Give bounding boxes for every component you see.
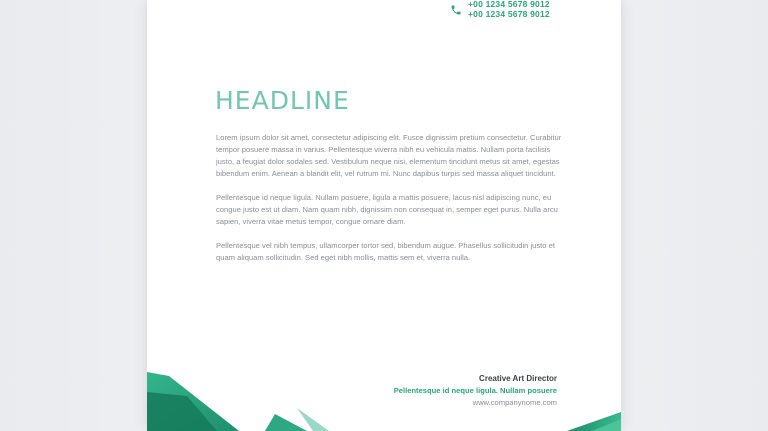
- signature-subtitle: Pellentesque id neque ligula. Nullam posuere: [393, 386, 557, 395]
- paragraph-2: Pellentesque id neque ligula. Nullam posuere, ligula a mattis posuere, lacus nisl adipiscing nunc, eu congue justo est ut diam. Nam quam nibh, dignissim non consequat in, semper eget purus. Nulla arcu sapien, viverra vitae metus tempor, congue ornare diam.: [216, 193, 558, 226]
- headline: HEADLINE: [215, 86, 350, 115]
- paragraph-1: Lorem ipsum dolor sit amet, consectetur adipiscing elit. Fusce dignissim pretium consectetur. Curabitur tempor posuere massa in varius. Pellentesque viverra nibh eu vehicula mattis. Nullam porta facilisis justo, a feugiat dolor sodales sed. Vestibulum neque nisi, elementum tincidunt metus sit amet, egestas bibendum enim. Aenean a blandit elit, vel rutrum mi. Nunc dapibus turpis sed massa aliquet tincidunt.: [216, 133, 562, 178]
- paragraph-3: Pellentesque vel nibh tempus, ullamcorper tortor sed, bibendum augue. Phasellus sollicitudin justo et quam aliquam sollicitudin. Sed eget nibh mollis, mattis sem et, viverra nulla.: [216, 241, 555, 262]
- signature-website: www.companynome.com: [472, 398, 557, 407]
- phone-number-2: +00 1234 5678 9012: [468, 9, 550, 19]
- letterhead-page: [147, 0, 621, 431]
- phone-number-1: +00 1234 5678 9012: [468, 0, 550, 9]
- signature-title: Creative Art Director: [479, 374, 557, 383]
- body-text: [216, 132, 566, 276]
- signature-block: [394, 373, 557, 409]
- phone-icon: [450, 4, 462, 16]
